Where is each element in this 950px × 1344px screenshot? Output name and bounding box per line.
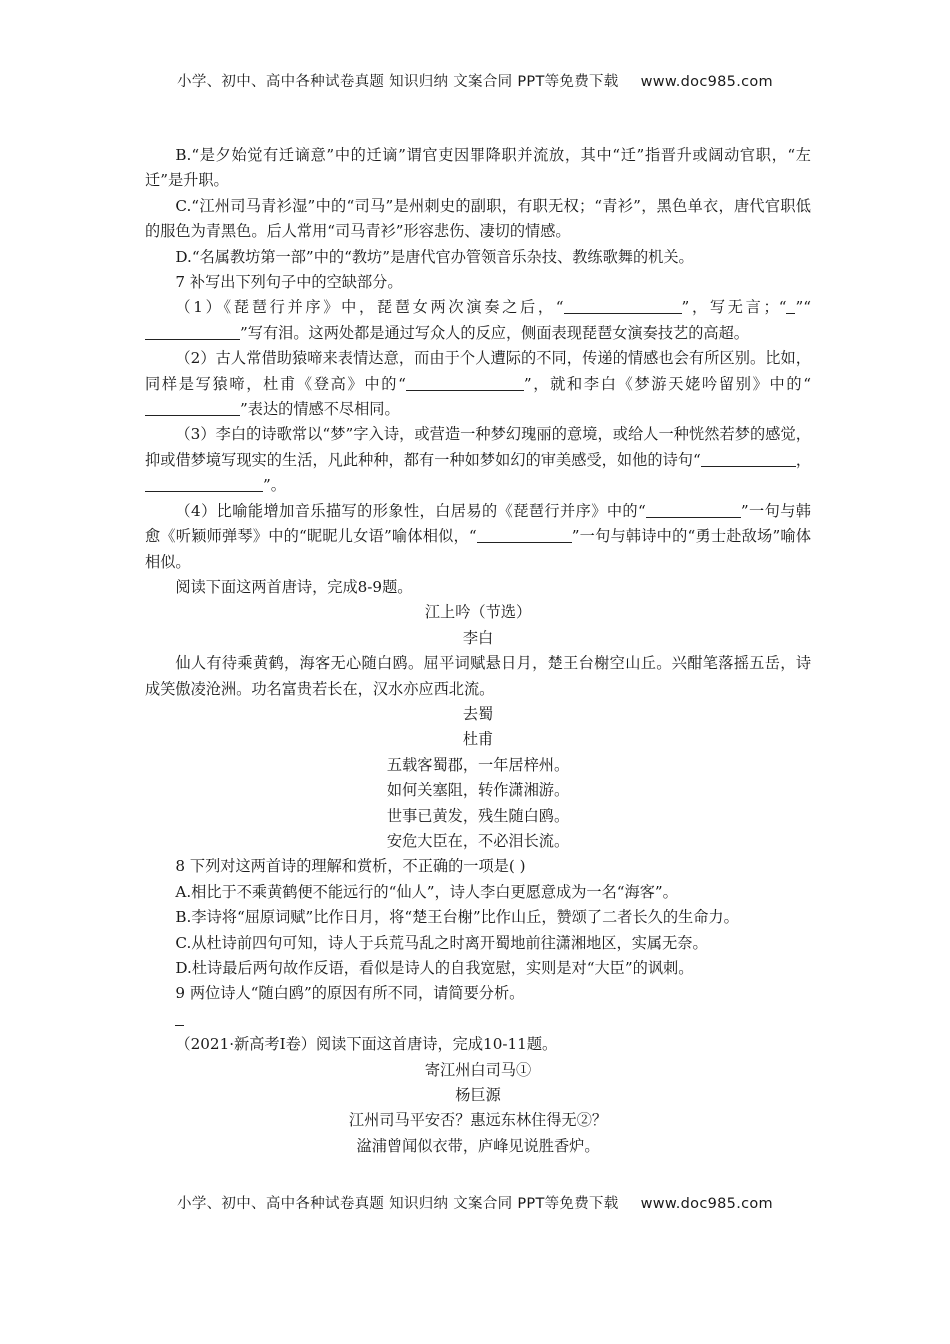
q7-item-4 xyxy=(145,499,811,575)
q6-option-b: B.“是夕始觉有迁谪意”中的迁谪”谓官吏因罪降职并流放，其中“迁”指晋升或阔动官职，“左迁”是升职。 xyxy=(145,146,811,190)
q7-3-text-c: ”。 xyxy=(263,476,286,495)
page-footer xyxy=(0,1192,950,1213)
q7-4-text-c: ”一句与韩诗中的“勇士赴敌场”喻体相似。 xyxy=(145,527,812,571)
q7-title: 7 补写出下列句子中的空缺部分。 xyxy=(175,273,403,292)
poem2-line: 五载客蜀郡，一年居梓州。 xyxy=(386,755,570,774)
q7-item-1 xyxy=(145,295,811,346)
poem1-title: 江上吟（节选） xyxy=(424,603,532,622)
q6-option-d: D.“名属教坊第一部”中的“教坊”是唐代官办管领音乐杂技、教练歌舞的机关。 xyxy=(175,247,694,266)
q7-1-text-a: （1）《琵琶行并序》中，琵琶女两次演奏之后，“ xyxy=(175,298,564,317)
answer-blank[interactable] xyxy=(145,324,240,340)
poem2-line: 如何关塞阻，转作潇湘游。 xyxy=(386,781,570,800)
q7-3-text-a: （3）李白的诗歌常以“梦”字入诗，或营造一种梦幻瑰丽的意境，或给人一种恍然若梦的感觉，抑或借梦境写现实的生活，凡此种种，都有一种如梦如幻的审美感受，如他的诗句“ xyxy=(145,425,811,469)
q7-1-text-b: ”，写无言；“ xyxy=(681,298,787,317)
q8-option-d: D.杜诗最后两句故作反语，看似是诗人的自我宽慰，实则是对“大臣”的讽刺。 xyxy=(175,959,694,977)
answer-blank[interactable] xyxy=(175,1010,184,1026)
footer-text: 小学、初中、高中各种试卷真题 知识归纳 文案合同 PPT等免费下载 xyxy=(177,1196,619,1212)
q7-2-text-c: ”表达的情感不尽相同。 xyxy=(240,400,400,419)
q9-answer-line[interactable] xyxy=(145,1007,811,1032)
poem2-title: 去蜀 xyxy=(462,704,494,723)
poem1-author: 李白 xyxy=(462,628,494,647)
q8-option-b: B.李诗将“屈原词赋”比作日月，将“楚王台榭”比作山丘，赞颂了二者长久的生命力。 xyxy=(175,908,739,927)
poem2-line: 安危大臣在，不必泪长流。 xyxy=(386,831,570,850)
q8-stem: 8 下列对这两首诗的理解和赏析，不正确的一项是( ) xyxy=(175,857,526,876)
document-body xyxy=(145,143,811,1159)
q7-item-3 xyxy=(145,422,811,498)
reading-instruction-1: 阅读下面这两首唐诗，完成8-9题。 xyxy=(175,577,413,596)
poem3-author: 杨巨源 xyxy=(455,1086,501,1105)
header-url[interactable]: www.doc985.com xyxy=(640,74,773,90)
q9-stem: 9 两位诗人“随白鸥”的原因有所不同，请简要分析。 xyxy=(175,984,525,1003)
q7-4-text-a: （4）比喻能增加音乐描写的形象性，白居易的《琵琶行并序》中的“ xyxy=(175,501,646,520)
answer-blank[interactable] xyxy=(145,400,240,416)
answer-blank[interactable] xyxy=(564,298,682,314)
footer-url[interactable]: www.doc985.com xyxy=(640,1196,773,1212)
q7-3-text-b: ， xyxy=(795,450,812,469)
q7-2-text-a: （2）古人常借助猿啼来表情达意，而由于个人遭际的不同，传递的情感也会有所区别。比如，同样是写猿啼，杜甫《登高》中的“ xyxy=(145,349,811,393)
answer-blank[interactable] xyxy=(701,451,796,467)
answer-blank[interactable] xyxy=(406,375,524,391)
q7-1-text-c: ”“ xyxy=(795,298,812,317)
header-text: 小学、初中、高中各种试卷真题 知识归纳 文案合同 PPT等免费下载 xyxy=(177,74,619,90)
reading-instruction-2: （2021·新高考Ⅰ卷）阅读下面这首唐诗，完成10-11题。 xyxy=(175,1035,558,1054)
q7-2-text-b: ”，就和李白《梦游天姥吟留别》中的“ xyxy=(523,374,812,393)
page-header xyxy=(0,70,950,91)
poem3-line: 江州司马平安否？惠远东林住得无②？ xyxy=(348,1111,608,1130)
poem3-line: 湓浦曾闻似衣带，庐峰见说胜香炉。 xyxy=(356,1136,600,1155)
q8-option-a: A.相比于不乘黄鹤便不能远行的“仙人”，诗人李白更愿意成为一名“海客”。 xyxy=(175,882,678,901)
answer-blank[interactable] xyxy=(646,502,741,518)
poem2-line: 世事已黄发，残生随白鸥。 xyxy=(386,806,570,825)
poem2-author: 杜甫 xyxy=(462,730,494,749)
q6-option-c: C.“江州司马青衫湿”中的“司马”是州刺史的副职，有职无权；“青衫”，黑色单衣，唐代官职低的服色为青黑色。后人常用“司马青衫”形容悲伤、凄切的情感。 xyxy=(145,196,811,241)
answer-blank[interactable] xyxy=(145,476,263,492)
q8-option-c: C.从杜诗前四句可知，诗人于兵荒马乱之时离开蜀地前往潇湘地区，实属无奈。 xyxy=(175,933,708,952)
poem1-text: 仙人有待乘黄鹤，海客无心随白鸥。屈平词赋悬日月，楚王台榭空山丘。兴酣笔落摇五岳，诗成笑傲凌沧洲。功名富贵若长在，汉水亦应西北流。 xyxy=(145,654,811,698)
answer-blank[interactable] xyxy=(477,527,572,543)
q7-4-text-b: ”一句与韩愈《听颖师弹琴》中的“昵昵儿女语”喻体相似，“ xyxy=(145,501,811,546)
poem3-title: 寄江州白司马① xyxy=(424,1060,532,1079)
q7-item-2 xyxy=(145,346,811,422)
q7-1-text-d: ”写有泪。这两处都是通过写众人的反应，侧面表现琵琶女演奏技艺的高超。 xyxy=(240,323,749,342)
